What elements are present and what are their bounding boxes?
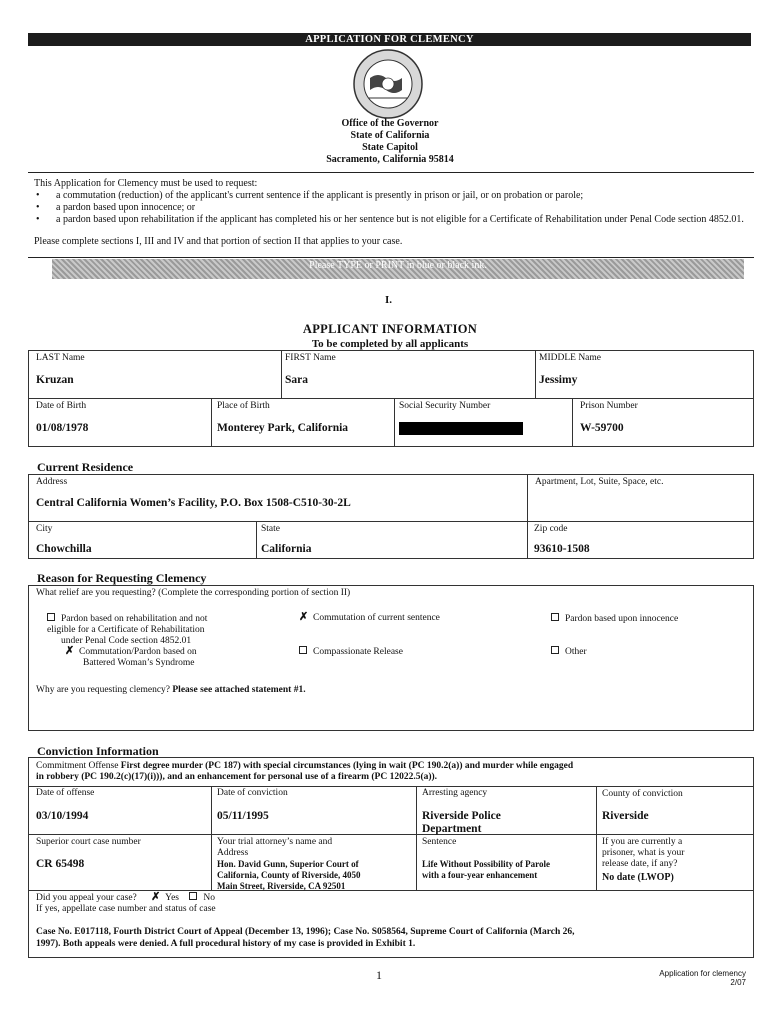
why-label: Why are you requesting clemency? [36, 685, 170, 695]
complete-note: Please complete sections I, III and IV and that portion of section II that applies to your case. [34, 236, 403, 247]
appeal-yes-label: Yes [165, 893, 179, 903]
offense-line-1[interactable]: First degree murder (PC 187) with special circumstances (lying in wait (PC 190.2(a)) and murder while engaged [120, 761, 574, 771]
appeal-line: Case No. E017118, Fourth District Court of Appeal (December 13, 1996); Case No. S058564, Supreme Court of California (March 26, [36, 927, 575, 937]
offense-label: Commitment Offense [36, 761, 119, 771]
release-date-field[interactable]: No date (LWOP) [602, 872, 674, 883]
innocence-label: Pardon based upon innocence [565, 614, 679, 624]
sentence-line: with a four-year enhancement [422, 870, 538, 880]
zip-label: Zip code [534, 524, 568, 534]
city-field[interactable]: Chowchilla [36, 543, 92, 555]
innocence-option[interactable] [551, 613, 678, 625]
state-label: State [261, 524, 280, 534]
agency-label: Arresting agency [422, 788, 488, 798]
checkbox-icon[interactable] [299, 646, 307, 654]
office-line: State Capitol [362, 142, 418, 153]
date-offense-label: Date of offense [36, 788, 95, 798]
applicant-table [28, 350, 754, 447]
relief-question: What relief are you requesting? (Complete the corresponding portion of section II) [36, 588, 351, 598]
last-name-field[interactable]: Kruzan [36, 374, 74, 386]
middle-name-field[interactable]: Jessimy [539, 374, 578, 386]
state-field[interactable]: California [261, 543, 312, 555]
rehab-option[interactable] [47, 613, 287, 647]
why-question [36, 685, 306, 696]
attorney-line: Hon. David Gunn, Superior Court of [217, 859, 359, 869]
appeal-detail-label: If yes, appellate case number and status of case [36, 904, 216, 914]
compassionate-label: Compassionate Release [313, 647, 403, 657]
other-option[interactable] [551, 646, 587, 658]
divider [28, 257, 754, 258]
case-number-field[interactable]: CR 65498 [36, 858, 85, 870]
release-label-line: prisoner, what is your [602, 848, 685, 858]
rehab-label-1: Pardon based on rehabilitation and not [61, 614, 208, 624]
checked-x-icon[interactable]: ✗ [65, 645, 75, 657]
apartment-label: Apartment, Lot, Suite, Space, etc. [535, 477, 664, 487]
middle-name-label: MIDDLE Name [539, 353, 601, 363]
appeal-detail-field[interactable] [36, 926, 748, 950]
rehab-label-3: under Penal Code section 4852.01 [61, 636, 192, 646]
address-field[interactable]: Central California Women’s Facility, P.O. Box 1508-C510-30-2L [36, 497, 351, 509]
other-label: Other [565, 647, 587, 657]
residence-heading: Current Residence [37, 460, 134, 474]
checked-x-icon[interactable]: ✗ [151, 891, 161, 903]
section-number: I. [385, 294, 393, 306]
date-offense-field[interactable]: 03/10/1994 [36, 810, 89, 822]
pob-label: Place of Birth [217, 401, 270, 411]
attorney-label-line: Address [217, 848, 249, 858]
office-line: State of California [350, 130, 430, 141]
agency-line: Department [422, 823, 482, 835]
ssn-label: Social Security Number [399, 401, 491, 411]
appeal-yes-option[interactable] [151, 893, 179, 903]
offense-row [36, 761, 748, 772]
intro-bullet: • a pardon based upon innocence; or [56, 202, 744, 214]
battered-label-2: Battered Woman’s Syndrome [83, 658, 195, 668]
attorney-line: Main Street, Riverside, CA 92501 [217, 881, 346, 891]
form-name: Application for clemency [659, 969, 746, 978]
residence-table [28, 474, 754, 559]
divider [28, 172, 754, 173]
checkbox-icon[interactable] [189, 892, 197, 900]
county-label: County of conviction [602, 789, 683, 799]
agency-line: Riverside Police [422, 810, 501, 822]
first-name-field[interactable]: Sara [285, 374, 308, 386]
prison-number-field[interactable]: W-59700 [580, 422, 624, 434]
release-label [602, 837, 684, 870]
appeal-no-label: No [203, 893, 215, 903]
checked-x-icon[interactable]: ✗ [299, 611, 309, 623]
form-footer [622, 969, 746, 987]
compassionate-option[interactable] [299, 646, 403, 658]
ink-instruction-bar: Please TYPE or PRINT in blue or black ink. [52, 259, 744, 279]
dob-label: Date of Birth [36, 401, 87, 411]
city-label: City [36, 524, 53, 534]
intro-text [34, 178, 744, 248]
last-name-label: LAST Name [36, 353, 85, 363]
office-address [250, 118, 530, 166]
form-title-bar: APPLICATION FOR CLEMENCY [28, 33, 751, 46]
conviction-heading: Conviction Information [37, 744, 159, 758]
rehab-label-2: eligible for a Certificate of Rehabilitation [47, 625, 205, 635]
offense-line-2[interactable]: in robbery (PC 190.2(c)(17)(i))), and an enhancement for personal use of a firearm (PC 12022.5(a)). [36, 772, 438, 782]
appeal-line: 1997). Both appeals were denied. A full procedural history of my case is provided in Exhibit 1. [36, 939, 416, 949]
governor-seal-icon [340, 48, 436, 120]
case-number-label: Superior court case number [36, 837, 141, 847]
attorney-line: California, County of Riverside, 4050 [217, 870, 361, 880]
battered-label-1: Commutation/Pardon based on [79, 647, 197, 657]
address-label: Address [36, 477, 68, 487]
first-name-label: FIRST Name [285, 353, 336, 363]
form-date: 2/07 [730, 978, 746, 987]
date-conviction-field[interactable]: 05/11/1995 [217, 810, 269, 822]
section-title: APPLICANT INFORMATION [302, 322, 478, 336]
office-line: Sacramento, California 95814 [326, 154, 454, 165]
pob-field[interactable]: Monterey Park, California [217, 422, 349, 434]
attorney-field[interactable] [217, 859, 361, 892]
conviction-table [28, 757, 754, 958]
office-line: Office of the Governor [341, 118, 439, 129]
attorney-label [217, 837, 332, 859]
battered-option[interactable] [65, 646, 197, 669]
intro-bullet: • a commutation (reduction) of the applicant's current sentence if the applicant is presently in prison or jail, or on probation or parole; [56, 190, 744, 202]
commutation-label: Commutation of current sentence [313, 613, 440, 623]
sentence-field[interactable] [422, 859, 550, 881]
agency-field[interactable] [422, 810, 501, 836]
date-conviction-label: Date of conviction [217, 788, 288, 798]
appeal-row [36, 892, 215, 904]
ssn-redacted [399, 422, 523, 435]
checkbox-icon[interactable] [551, 613, 559, 621]
intro-bullet: • a pardon based upon rehabilitation if the applicant has completed his or her sentence but is not eligible for a Certificate of Rehabilitation under Penal Code section 4852.01. [56, 214, 744, 226]
commutation-option[interactable] [299, 612, 440, 624]
sentence-label: Sentence [422, 837, 457, 847]
checkbox-icon[interactable] [551, 646, 559, 654]
section-subtitle: To be completed by all applicants [311, 338, 469, 350]
zip-field[interactable]: 93610-1508 [534, 543, 590, 555]
prison-number-label: Prison Number [580, 401, 638, 411]
intro-lead: This Application for Clemency must be used to request: [34, 178, 258, 189]
why-answer[interactable]: Please see attached statement #1. [172, 685, 306, 695]
county-field[interactable]: Riverside [602, 810, 649, 822]
sentence-line: Life Without Possibility of Parole [422, 859, 551, 869]
dob-field[interactable]: 01/08/1978 [36, 422, 89, 434]
checkbox-icon[interactable] [47, 613, 55, 621]
release-label-line: If you are currently a [602, 837, 683, 847]
page-number: 1 [376, 968, 382, 982]
appeal-question: Did you appeal your case? [36, 893, 137, 903]
reason-heading: Reason for Requesting Clemency [37, 571, 207, 585]
attorney-label-line: Your trial attorney’s name and [217, 837, 333, 847]
release-label-line: release date, if any? [602, 859, 678, 869]
appeal-no-option[interactable] [189, 893, 215, 903]
reason-box [28, 585, 754, 731]
